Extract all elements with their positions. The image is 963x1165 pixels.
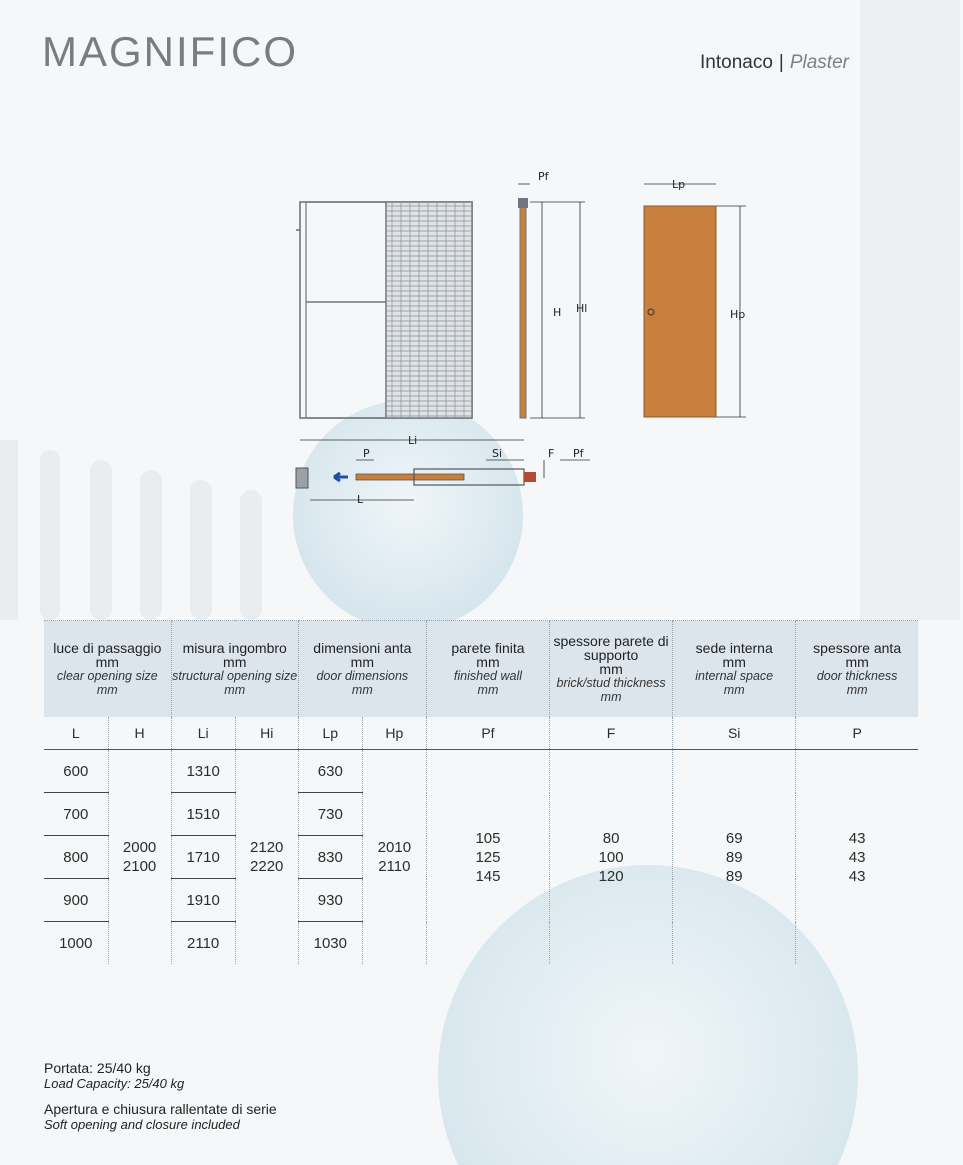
label-pf-top: Pf [538, 170, 549, 183]
cell-lp: 830 [298, 836, 362, 879]
cell-si: 69 89 89 [673, 750, 796, 965]
cell-lp: 730 [298, 793, 362, 836]
notes-section [44, 1060, 277, 1142]
side-section-door [520, 206, 526, 418]
header-clear-opening: luce di passaggio mm clear opening size mm [44, 621, 171, 718]
cell-f: 80 100 120 [550, 750, 673, 965]
cell-l: 800 [44, 836, 108, 879]
cell-hp: 2010 2110 [362, 750, 426, 965]
header-door-dimensions: dimensioni anta mm door dimensions mm [298, 621, 426, 718]
symbol-cell: Pf [426, 717, 549, 750]
table-symbol-row [44, 717, 918, 750]
cell-l: 1000 [59, 934, 93, 952]
plan-view-drawing [290, 430, 600, 510]
door-leaf-drawing [630, 170, 760, 430]
brand-logo: MAGNIFICO [42, 28, 298, 75]
header-door-thickness: spessore anta mm door thickness mm [796, 621, 918, 718]
symbol-cell: H [108, 717, 171, 750]
subtitle-en: Plaster [789, 52, 849, 73]
cell-li: 1310 [171, 750, 235, 793]
door-leaf [644, 206, 716, 417]
header-finished-wall: parete finita mm finished wall mm [426, 621, 549, 718]
table-row [44, 750, 918, 793]
symbol-cell: F [550, 717, 673, 750]
symbol-cell: Lp [298, 717, 362, 750]
label-si: Si [492, 447, 503, 460]
cassette-grid [386, 202, 472, 418]
cell-li: 1910 [171, 879, 235, 922]
cell-li: 1510 [171, 793, 235, 836]
symbol-cell: L [44, 717, 108, 750]
cell-p: 43 43 43 [796, 750, 918, 965]
opening-direction-arrow [334, 473, 348, 481]
label-f: F [548, 447, 555, 460]
symbol-cell: P [796, 717, 918, 750]
spec-table [44, 620, 918, 964]
cell-lp: 630 [298, 750, 362, 793]
label-hl-side: Hl [576, 302, 588, 315]
label-pf-plan: Pf [573, 447, 584, 460]
soft-close-en: Soft opening and closure included [44, 1117, 240, 1132]
header-internal-space: sede interna mm internal space mm [673, 621, 796, 718]
cell-h: 2000 2100 [108, 750, 171, 965]
cell-l: 900 [44, 879, 108, 922]
cell-li: 1710 [171, 836, 235, 879]
cell-li: 2110 [171, 922, 235, 965]
soft-close-it: Apertura e chiusura rallentate di serie [44, 1101, 277, 1117]
label-hp-side: Hp [730, 308, 746, 321]
subtitle-separator: | [778, 52, 784, 73]
label-li: Li [408, 434, 418, 447]
subtitle-it: Intonaco [700, 52, 773, 73]
label-l-plan: L [357, 493, 364, 506]
header-brick-thickness: spessore parete di supporto mm brick/stud thickness mm [550, 621, 673, 718]
table-header-row [44, 621, 918, 718]
page-subtitle [700, 52, 849, 74]
cell-lp: 1030 [298, 922, 362, 965]
label-p: P [363, 447, 370, 460]
symbol-cell: Li [171, 717, 235, 750]
cell-pf: 105 125 145 [426, 750, 549, 965]
symbol-cell: Si [673, 717, 796, 750]
cell-l: 700 [44, 793, 108, 836]
symbol-cell: Hp [362, 717, 426, 750]
header-structural-opening: misura ingombro mm structural opening size mm [171, 621, 298, 718]
load-capacity-en: Load Capacity: 25/40 kg [44, 1076, 185, 1091]
cell-lp: 930 [298, 879, 362, 922]
cell-hi: 2120 2220 [235, 750, 298, 965]
label-h-side: H [553, 306, 562, 319]
plan-door [356, 474, 464, 480]
cell-l: 600 [44, 750, 108, 793]
load-capacity-it: Portata: 25/40 kg [44, 1060, 151, 1076]
symbol-cell: Hi [235, 717, 298, 750]
label-lp-top: Lp [672, 178, 686, 191]
